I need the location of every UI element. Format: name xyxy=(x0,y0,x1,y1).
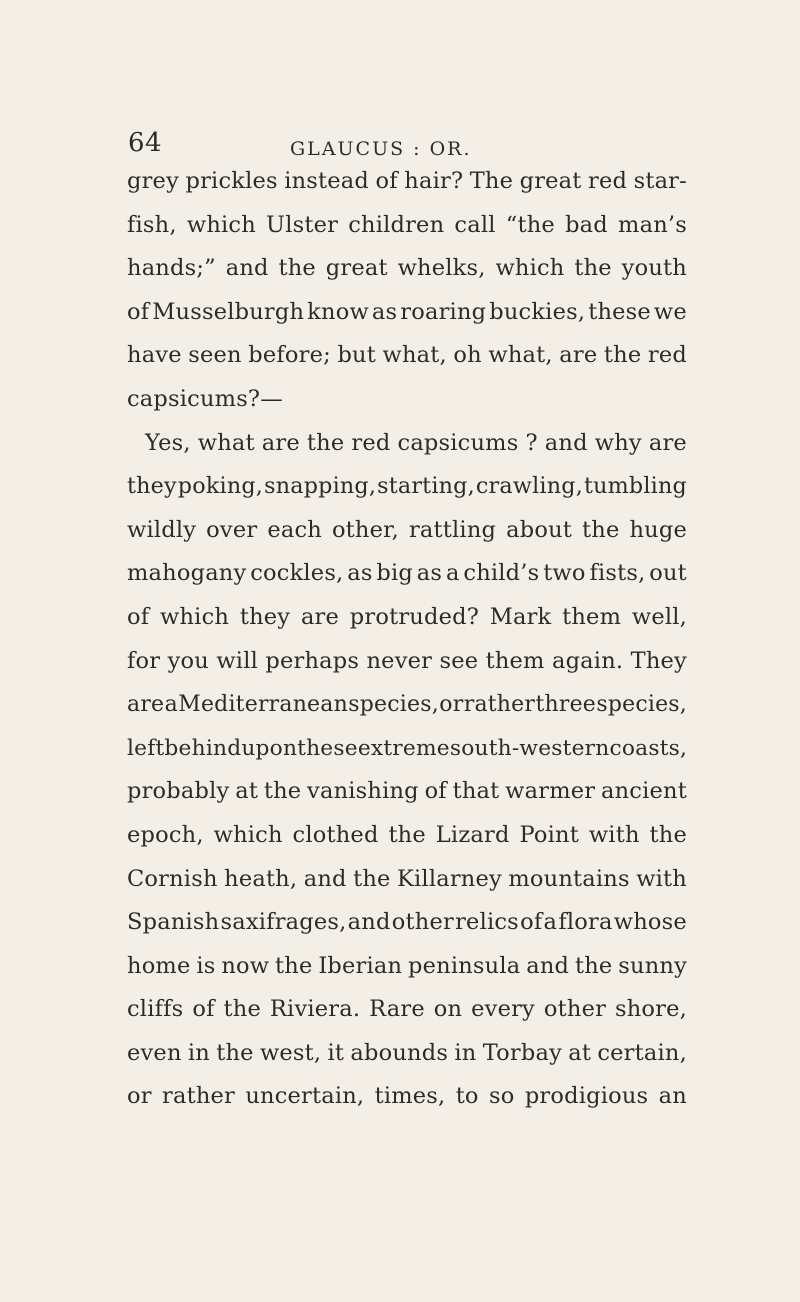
text-line: of which they are protruded? Mark them well, xyxy=(127,603,687,630)
text-line: Spanish saxifrages, and other relics of a flora whose xyxy=(127,909,687,936)
page-number: 64 xyxy=(128,128,163,158)
text-line: hands;” and the great whelks, which the youth xyxy=(127,255,687,282)
text-line: capsicums?— xyxy=(127,385,283,412)
text-line: left behind upon these extreme south-western coasts, xyxy=(127,735,688,761)
text-line: epoch, which clothed the Lizard Point with the xyxy=(127,821,687,848)
text-line: of Musselburgh know as roaring buckies, these we xyxy=(127,298,687,325)
text-line: grey prickles instead of hair? The great red star- xyxy=(127,168,687,194)
text-line: Yes, what are the red capsicums ? and why are xyxy=(145,429,687,456)
body-text xyxy=(127,160,687,1119)
text-line: probably at the vanishing of that warmer ancient xyxy=(127,778,687,805)
text-line: even in the west, it abounds in Torbay at certain, xyxy=(127,1039,687,1066)
text-line: are a Mediterranean species, or rather three species, xyxy=(127,692,687,718)
text-line: fish, which Ulster children call “the bad man’s xyxy=(127,211,687,238)
running-head: GLAUCUS : OR. xyxy=(290,138,472,160)
text-line: or rather uncertain, times, to so prodigious an xyxy=(127,1083,687,1110)
text-line: have seen before; but what, oh what, are the red xyxy=(127,342,687,369)
text-line: wildly over each other, rattling about the huge xyxy=(127,516,687,543)
text-line: they poking, snapping, starting, crawling, tumbling xyxy=(127,473,687,500)
text-line: mahogany cockles, as big as a child’s two fists, out xyxy=(127,560,687,587)
text-line: for you will perhaps never see them again. They xyxy=(127,647,687,674)
text-line: Cornish heath, and the Killarney mountains with xyxy=(127,865,687,892)
text-line: home is now the Iberian peninsula and the sunny xyxy=(127,952,687,979)
text-line: cliffs of the Riviera. Rare on every other shore, xyxy=(127,996,687,1023)
